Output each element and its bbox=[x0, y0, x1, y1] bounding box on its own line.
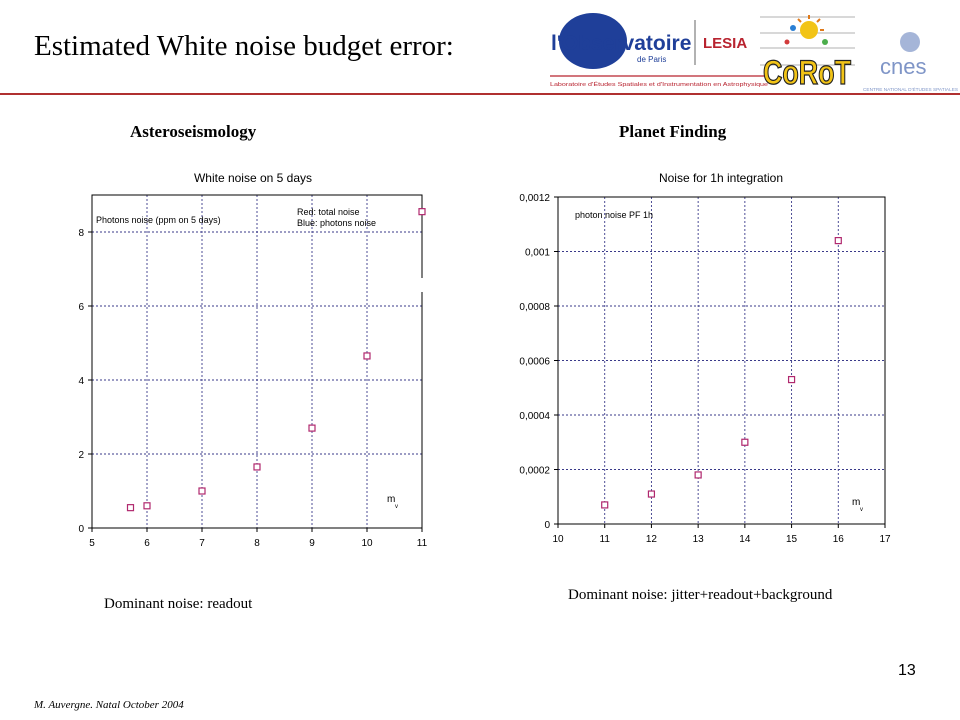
x-tick-label: 15 bbox=[786, 534, 798, 545]
y-tick-label: 0,0006 bbox=[519, 356, 550, 368]
cnes-logo bbox=[863, 32, 958, 92]
x-tick-label: 5 bbox=[89, 538, 95, 549]
x-tick-label: 11 bbox=[416, 538, 428, 549]
caption-dominant-noise-jitter: Dominant noise: jitter+readout+background bbox=[568, 587, 833, 603]
corot-logo-text: CoRoT bbox=[763, 54, 852, 92]
x-tick-label: 12 bbox=[645, 534, 657, 545]
x-tick-label: 10 bbox=[361, 538, 373, 549]
lesia-tagline: Laboratoire d'Études Spatiales et d'Instrumentation en Astrophysique bbox=[550, 82, 721, 88]
x-axis-label-subscript: v bbox=[860, 507, 863, 513]
x-tick-label: 6 bbox=[144, 538, 150, 549]
x-tick-label: 17 bbox=[879, 534, 891, 545]
x-tick-label: 13 bbox=[692, 534, 704, 545]
x-tick-label: 9 bbox=[309, 538, 315, 549]
chart-grid bbox=[558, 197, 885, 524]
y-tick-label: 2 bbox=[78, 450, 84, 461]
column-title-planet-finding: Planet Finding bbox=[619, 122, 727, 141]
x-tick-label: 10 bbox=[552, 534, 564, 545]
data-point bbox=[144, 503, 150, 509]
slide-title: Estimated White noise budget error: bbox=[34, 30, 454, 62]
y-tick-label: 0,0008 bbox=[519, 302, 550, 313]
chart-annotation-photons: Photons noise (ppm on 5 days) bbox=[96, 215, 221, 225]
chart-annotation-photon-noise: photon noise PF 1h bbox=[575, 210, 654, 220]
y-tick-label: 0,0012 bbox=[519, 193, 550, 204]
x-tick-label: 7 bbox=[199, 538, 205, 549]
page-number: 13 bbox=[898, 662, 916, 679]
data-point bbox=[602, 502, 608, 508]
chart-noise-1h-integration bbox=[505, 160, 905, 555]
data-point bbox=[128, 505, 134, 511]
y-tick-label: 0,0004 bbox=[519, 411, 550, 422]
data-point bbox=[199, 488, 205, 494]
x-axis-label-subscript: v bbox=[395, 504, 398, 510]
observatoire-logo-subtext: de Paris bbox=[637, 55, 667, 64]
observatoire-logo bbox=[551, 13, 691, 69]
data-point bbox=[648, 491, 654, 497]
y-tick-label: 4 bbox=[78, 376, 84, 387]
sun-icon bbox=[800, 21, 818, 39]
corot-logo bbox=[760, 15, 855, 92]
data-point bbox=[309, 425, 315, 431]
x-axis-label: m bbox=[852, 497, 861, 508]
logo-banner bbox=[545, 10, 960, 95]
chart-title: White noise on 5 days bbox=[193, 171, 313, 185]
y-tick-label: 0,001 bbox=[524, 247, 550, 259]
y-tick-label: 0,0002 bbox=[519, 465, 550, 477]
cnes-tagline: CENTRE NATIONAL D'ÉTUDES SPATIALES bbox=[863, 87, 956, 92]
frame-gap bbox=[420, 278, 424, 292]
lesia-logo: LESIA bbox=[703, 35, 748, 52]
data-point bbox=[789, 377, 795, 383]
chart-white-noise-5-days bbox=[55, 160, 445, 555]
chart-annotation-blue: Blue: photons noise bbox=[297, 218, 377, 228]
caption-dominant-noise-readout: Dominant noise: readout bbox=[104, 596, 253, 612]
y-tick-label: 0 bbox=[544, 520, 550, 531]
data-point bbox=[419, 209, 425, 215]
observatoire-logo-text: l'Observatoire bbox=[551, 32, 692, 55]
data-point bbox=[742, 439, 748, 445]
data-point bbox=[254, 464, 260, 470]
x-tick-label: 16 bbox=[832, 534, 844, 545]
y-tick-label: 6 bbox=[78, 302, 84, 313]
x-tick-label: 8 bbox=[254, 538, 260, 549]
chart-annotation-red: Red: total noise bbox=[297, 207, 360, 217]
cnes-logo-text: cnes bbox=[880, 54, 927, 79]
x-axis-label: m bbox=[387, 494, 396, 505]
chart-grid bbox=[92, 195, 422, 528]
y-tick-label: 8 bbox=[78, 228, 84, 239]
data-point bbox=[695, 472, 701, 478]
data-point bbox=[835, 238, 841, 244]
x-tick-label: 14 bbox=[739, 534, 751, 545]
x-tick-label: 11 bbox=[599, 534, 610, 545]
data-point bbox=[364, 353, 370, 359]
y-tick-label: 0 bbox=[78, 524, 84, 535]
chart-title: Noise for 1h integration bbox=[658, 171, 784, 185]
column-title-asteroseismology: Asteroseismology bbox=[130, 122, 257, 141]
footer-credit: M. Auvergne. Natal October 2004 bbox=[34, 699, 184, 711]
